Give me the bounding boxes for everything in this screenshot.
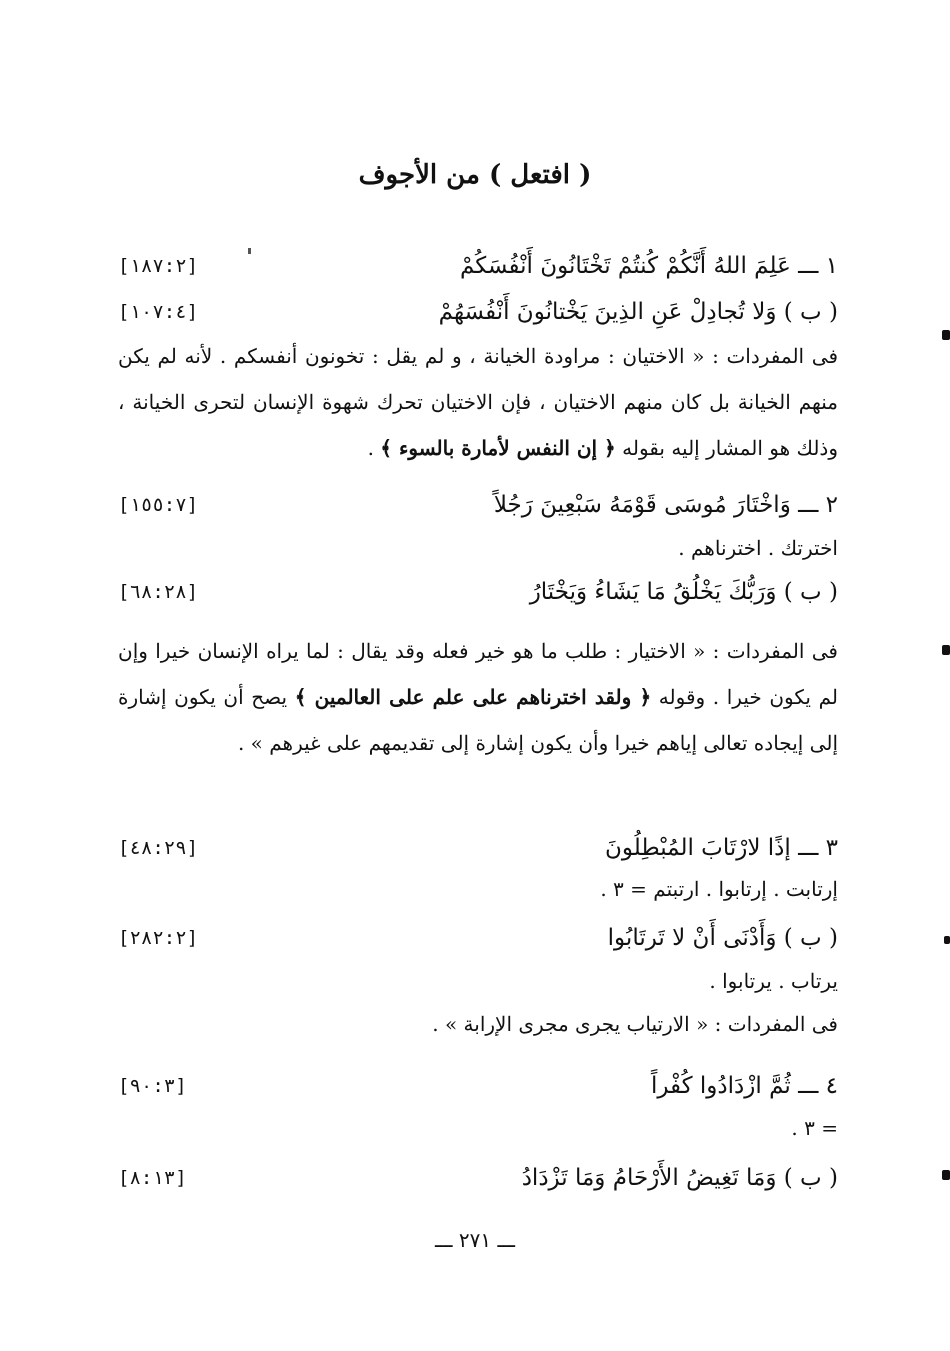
derived-forms-line: = ٣ .: [791, 1116, 838, 1140]
paragraph-text: فى المفردات : « الاختيان : مراودة الخيانة ، و لم يقل : تخونون أنفسكم . لأنه لم يكن منهم الخيانة بل كان منهم الاختيان ، فإن الاختيان تحرك شهوة الإنسان لتحرى الخيانة ، وذلك هو المشار إليه بقوله: [118, 344, 838, 460]
verse-text: ١ ـــ عَلِمَ اللهُ أَنَّكُمْ كُنتُمْ تَخْتَانُونَ أَنْفُسَكُمْ: [459, 253, 838, 279]
verse-reference: [١٨٧:٢]: [118, 255, 199, 277]
verse-entry-3: [118, 828, 838, 868]
verse-reference: [١٥٥:٧]: [118, 494, 199, 516]
derived-forms-line: يرتاب . يرتابوا .: [709, 969, 838, 993]
page-number: ـــ ٢٧١ ـــ: [434, 1228, 516, 1252]
verse-text: ( ب ) وَلا تُجادِلْ عَنِ الذِينَ يَخْتانُونَ أَنْفُسَهُمْ: [438, 299, 838, 325]
verse-reference: [٦٨:٢٨]: [118, 581, 199, 603]
verse-text: ( ب ) وَمَا تَغِيضُ الأَرْحَامُ وَمَا تَزْدَادُ: [521, 1165, 838, 1191]
verse-text: ٣ ـــ إذًا لارْتَابَ المُبْطِلُونَ: [604, 835, 838, 861]
verse-reference: [١٠٧:٤]: [118, 301, 199, 323]
paragraph-text: فى المفردات : « الاختيار : طلب ما هو خير فعله وقد يقال : لما يراه الإنسان خيرا وإن لم يكون خيرا . وقوله: [118, 639, 838, 709]
verse-entry-3b: [118, 918, 838, 958]
verse-text: ( ب ) وَأَدْنَى أَنْ لا تَرتَابُوا: [607, 925, 838, 951]
verse-entry-4b: [118, 1158, 838, 1198]
verse-reference: [٨:١٣]: [118, 1167, 187, 1189]
verse-text: ٢ ـــ وَاخْتَارَ مُوسَى قَوْمَهُ سَبْعِينَ رَجُلاً: [493, 492, 838, 518]
quran-quote: ﴿ ولقد اخترناهم على علم على العالمين ﴾: [294, 685, 652, 709]
paragraph-text-cont: يصح أن يكون إشارة إلى إيجاده تعالى إياهم خيرا وأن يكون إشارة إلى تقديمهم على غيرهم » .: [118, 685, 838, 755]
mufradat-line: فى المفردات : « الارتياب يجرى مجرى الإرابة » .: [432, 1012, 838, 1036]
verse-entry-2b: [118, 572, 838, 612]
verse-entry-4: [118, 1066, 838, 1106]
scan-speck: [248, 248, 251, 254]
verse-reference: [٤٨:٢٩]: [118, 837, 199, 859]
mufradat-paragraph-2: [118, 628, 838, 766]
mufradat-paragraph-1: [118, 333, 838, 471]
verse-entry-2: [118, 485, 838, 525]
verse-text: ٤ ـــ ثُمَّ ازْدَادُوا كُفْراً: [650, 1073, 838, 1099]
verse-reference: [٢٨٢:٢]: [118, 927, 199, 949]
derived-forms-line: اخترتك . اخترناهم .: [678, 536, 838, 560]
verse-entry-1: [118, 246, 838, 286]
verse-reference: [٩٠:٣]: [118, 1075, 187, 1097]
scan-mark: [942, 1170, 950, 1180]
scan-mark: [942, 330, 950, 340]
verse-entry-1b: [118, 292, 838, 332]
derived-forms-line: إرتابت . إرتابوا . ارتبتم = ٣ .: [600, 877, 838, 901]
quran-quote: ﴿ إن النفس لأمارة بالسوء ﴾: [380, 436, 616, 460]
scan-mark: [942, 645, 950, 655]
page-title: ( افتعل ) من الأجوف: [358, 160, 592, 190]
paragraph-end: .: [367, 436, 381, 460]
scan-mark: [944, 936, 950, 944]
verse-text: ( ب ) وَرَبُّكَ يَخْلُقُ مَا يَشَاءُ وَيَخْتَارُ: [529, 579, 838, 605]
